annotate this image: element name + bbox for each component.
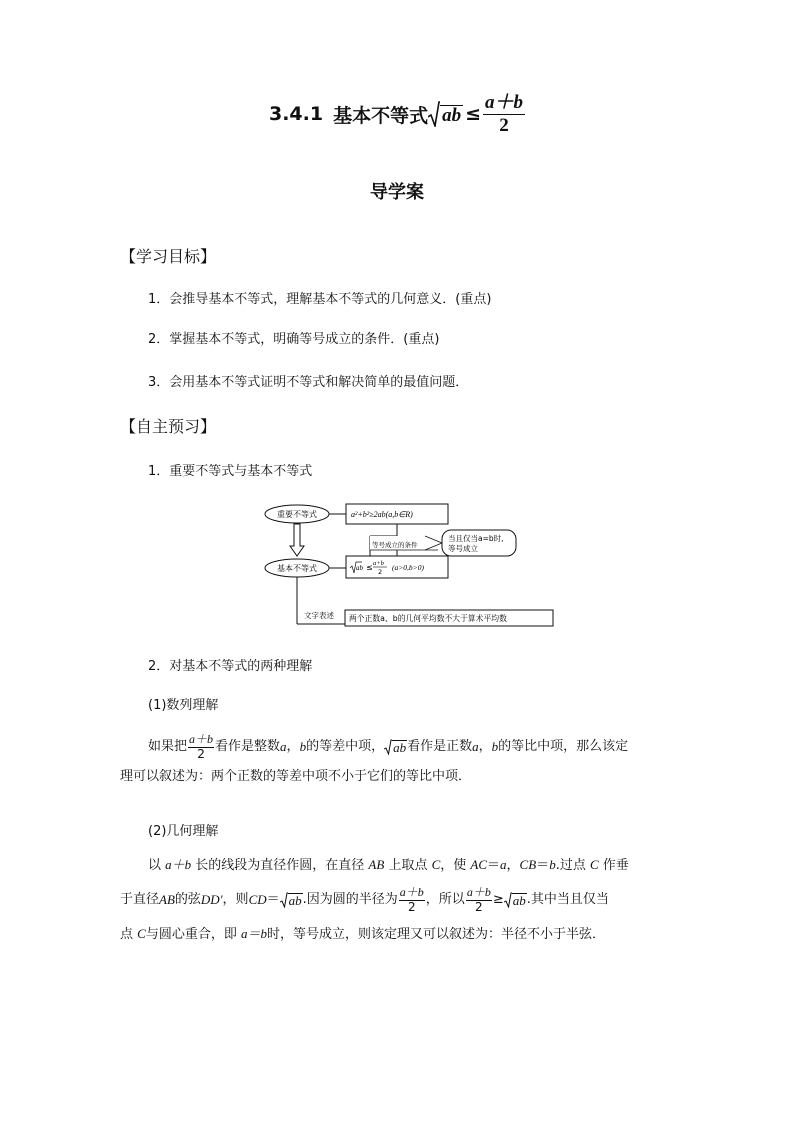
objective-3: 3．会用基本不等式证明不等式和解决简单的最值问题． [148,375,469,390]
formula-basic-num: a+b [373,560,384,567]
objective-1: 1．会推导基本不等式，理解基本不等式的几何意义．(重点) [148,292,492,307]
paragraph-geometry: 以 a＋b 长的线段为直径作圆，在直径 AB 上取点 C，使 AC＝a，CB＝b.过点 C 作垂 于直径 AB 的弦 DD′ ，则 CD ＝ ab .因为圆的半径为 $\frac{a+b}{2}$ ，所以 $\frac{a+b}{2}$ ≥ ab .其中当且仅当 点 C与圆心重合，即 a＝b时，等号成立，则该定理又可以叙述为：半径不小于半弦． [120,857,629,942]
page-title [0,92,794,152]
preview-item-2: 2．对基本不等式的两种理解 [148,659,313,674]
radical-icon [428,101,440,127]
formula-important: a²+b²≥2ab(a,b∈R) [351,510,413,519]
title-number: 3.4.1 [268,103,324,126]
arrow-down-icon [290,524,304,556]
title-sqrt: ab [428,101,463,127]
verbal-text: 两个正数a、b的几何平均数不大于算术平均数 [349,614,507,623]
subtitle: 导学案 [370,182,424,203]
title-fraction: $\frac{a+b}{2}$ [485,92,524,136]
formula-basic-cond: (a>0,b>0) [392,563,424,572]
title-relation: ≤ [465,103,482,126]
condition-text-2: 等号成立 [448,544,478,553]
inequality-diagram [262,500,556,628]
preview-item-1: 1．重要不等式与基本不等式 [148,464,313,479]
paragraph-sequence: 如果把 $\frac{a+b}{2}$ 看作是整数 a ， b 的等差中项， ab 看作是正数 a ， b 的等比中项，那么该定 理可以叙述为：两个正数的等差中项不小于它们的等比中项． [120,732,629,784]
objective-2: 2．掌握基本不等式，明确等号成立的条件．(重点) [148,332,440,347]
objectives-heading: 【学习目标】 [120,247,217,266]
formula-basic-den: 2 [378,568,383,576]
formula-basic-lhs: ab [356,564,363,572]
verbal-label: 文字表述 [304,611,334,620]
sub-heading-sequence: (1)数列理解 [148,698,219,713]
svg-text:≤: ≤ [366,563,373,572]
preview-heading: 【自主预习】 [120,417,217,436]
condition-label: 等号成立的条件 [372,541,418,549]
node-basic: 基本不等式 [277,564,317,573]
node-important: 重要不等式 [277,510,317,519]
sub-heading-geometry: (2)几何理解 [148,824,219,839]
condition-text-1: 当且仅当a=b时, [448,534,504,543]
title-text: 基本不等式 [333,104,429,127]
